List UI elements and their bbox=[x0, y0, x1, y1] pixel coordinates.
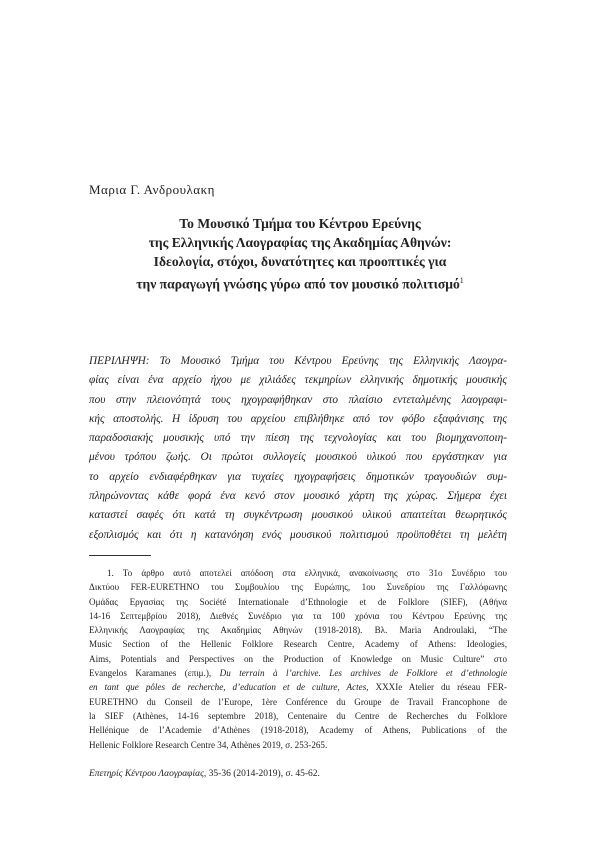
abstract-line: πληρώνοντας κάθε φορά ένα κενό στον μουσικό χάρτη της χώρας. Σήμερα έχει bbox=[89, 490, 507, 503]
footnote-reference[interactable]: 1 bbox=[459, 276, 464, 285]
footnote-line: Ελληνικής Λαογραφίας της Ακαδημίας Αθηνών (1918-2018). Βλ. Maria Androulaki, “The bbox=[89, 625, 507, 636]
title-line: της Ελληνικής Λαογραφίας της Ακαδημίας Αθηνών: bbox=[148, 235, 452, 250]
footnote-line: Aims, Potentials and Perspectives on the Production of Knowledge on Music Culture” στο bbox=[89, 653, 507, 664]
abstract-line: ΠΕΡΙΛΗΨΗ: Το Μουσικό Τμήμα του Κέντρου Ερεύνης της Ελληνικής Λαογρα- bbox=[89, 355, 507, 367]
footnote-line: Music Section of the Hellenic Folklore Research Centre, Academy of Athens: Ideologies, bbox=[89, 639, 507, 650]
footnote-text: Evangelos Karamanes (επιμ.), bbox=[89, 668, 220, 679]
title-line-text: την παραγωγή γνώσης γύρω από τον μουσικό πολιτισμό bbox=[136, 276, 460, 292]
footnote-divider bbox=[89, 555, 151, 556]
footnote-line: la SIEF (Athènes, 14-16 septembre 2018), Centenaire du Centre de Recherches du Folklore bbox=[89, 710, 507, 721]
abstract-line: το αρχείο ενδιαφέρθηκαν για τυχαίες ηχογραφήσεις δημοτικών τραγουδιών συμ- bbox=[89, 470, 507, 483]
footnote-line: 14-16 Σεπτεμβρίου 2018), Διεθνές Συνέδριο για τα 100 χρόνια του Κέντρου Ερεύνης της bbox=[89, 610, 507, 621]
footnote bbox=[89, 566, 507, 752]
title-line: Το Μουσικό Τμήμα του Κέντρου Ερεύνης bbox=[179, 216, 421, 231]
footnote-text: , XXXIe Atelier du réseau FER- bbox=[366, 682, 507, 693]
footnote-line: Hellénique de l’Academie d’Athènes (1918-2018), Academy of Athens, Publications of the bbox=[89, 725, 507, 736]
abstract bbox=[89, 352, 507, 545]
footnote-line: Ομάδας Εργασίας της Société Internationale d’Ethnologie et de Folklore (SIEF), (Αθήνα bbox=[89, 596, 507, 607]
footnote-book-title: en tant que pôles de recherche, d’education et de culture, Actes bbox=[89, 682, 367, 693]
abstract-line: φίας είναι ένα αρχείο ήχου με χιλιάδες τεκμηρίων ελληνικής δημοτικής μουσικής bbox=[89, 374, 507, 387]
title-line: Ιδεολογία, στόχοι, δυνατότητες και προοπτικές για bbox=[153, 254, 447, 269]
abstract-line: που στην πλειονότητά τους ηχογραφήθηκαν στο πλαίσιο εντεταλμένης λαογραφι- bbox=[89, 393, 507, 406]
journal-name: Επετηρίς Κέντρου Λαογραφίας bbox=[89, 769, 204, 779]
journal-citation bbox=[89, 769, 320, 779]
abstract-line: παραδοσιακής μουσικής υπό την πίεση της τεχνολογίας και του βιομηχανοποιη- bbox=[89, 432, 507, 445]
footnote-book-title: Du terrain à l’archive. Les archives de Folklore et d’ethnologie bbox=[219, 668, 508, 679]
title-line bbox=[80, 271, 520, 294]
footnote-line: 1. Το άρθρο αυτό αποτελεί απόδοση στα ελληνικά, ανακοίνωσης στο 31ο Συνέδριο του bbox=[107, 568, 507, 578]
abstract-line: καταστεί σαφές ότι κατά τη συγκέντρωση μουσικού υλικού απαιτείται θεωρητικός bbox=[89, 509, 507, 522]
journal-details: , 35-36 (2014-2019), σ. 45-62. bbox=[203, 769, 320, 779]
footnote-line: Δικτύου FER-EURETHNO του Συμβουλίου της Ευρώπης, 1ου Συνεδρίου της Γαλλόφωνης bbox=[89, 582, 507, 593]
abstract-line: κής αποστολής. Η ίδρυση του αρχείου επιβλήθηκε από τον φόβο εξαφάνισης της bbox=[89, 412, 507, 425]
footnote-line: Hellenic Folklore Research Centre 34, Athènes 2019, σ. 253-265. bbox=[89, 739, 328, 750]
footnote-line bbox=[89, 666, 507, 680]
abstract-line: μένου τρόπου ζωής. Οι πρώτοι συλλογείς μουσικού υλικού που εργάστηκαν για bbox=[89, 451, 507, 464]
author-name: Μαρια Γ. Ανδρουλακη bbox=[89, 182, 215, 197]
article-title bbox=[80, 214, 520, 294]
abstract-line: εξοπλισμός και ότι η κατανόηση ενός μουσικού πολιτισμού προϋποθέτει τη μελέτη bbox=[89, 528, 507, 541]
footnote-line: EURETHNO du Conseil de l’Europe, 1ère Conférence du Groupe de Travail Francophone de bbox=[89, 696, 507, 707]
footnote-line bbox=[89, 680, 507, 694]
